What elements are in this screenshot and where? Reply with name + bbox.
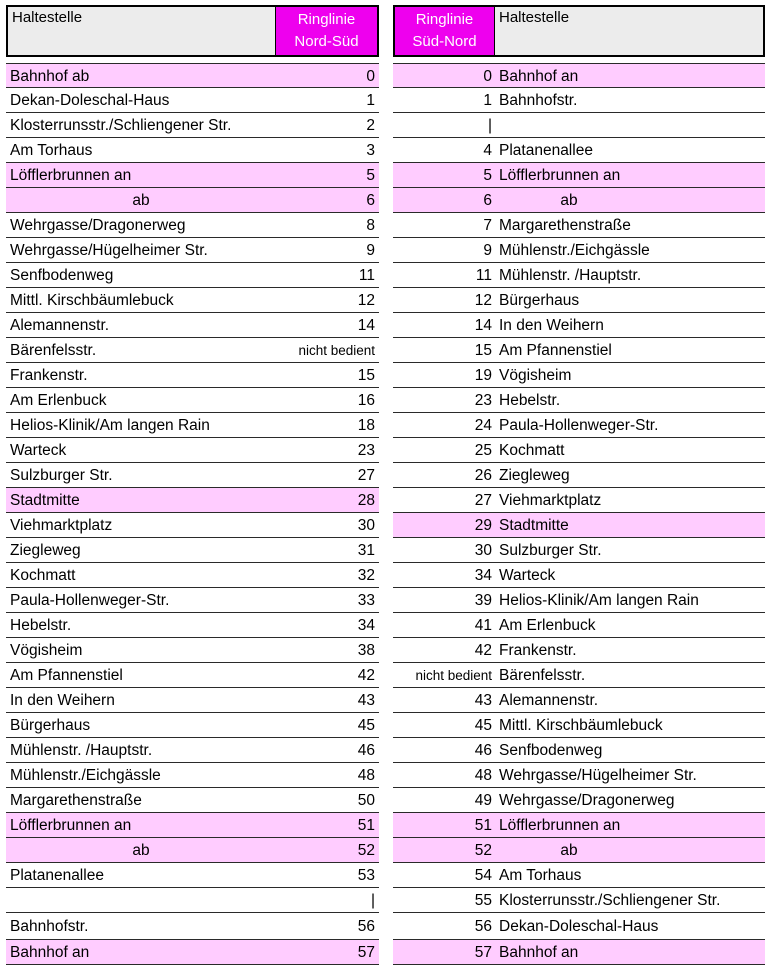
table-row [393,213,765,238]
stop-name: Am Pfannenstiel [10,667,123,684]
table-row [393,388,765,413]
table-body [6,63,379,965]
departure-minute: 23 [474,392,492,409]
departure-minute: 32 [357,567,375,584]
table-row [393,113,765,138]
stop-name: Senfbodenweg [10,267,114,284]
table-row [393,88,765,113]
stop-name: Ziegleweg [10,542,81,559]
stop-name: Bahnhof an [10,944,90,961]
timetable-sued-nord [393,5,765,965]
stop-name: Frankenstr. [10,367,88,384]
table-row [6,838,379,863]
table-row [6,863,379,888]
table-row [393,940,765,965]
departure-minute: 54 [474,867,492,884]
table-row [6,488,379,513]
departure-minute: 45 [357,717,375,734]
departure-minute: 38 [357,642,375,659]
departure-minute: 26 [474,467,492,484]
stop-name: Viehmarktplatz [10,517,113,534]
stop-name: Helios-Klinik/Am langen Rain [499,592,699,609]
table-row [393,238,765,263]
table-row [393,613,765,638]
table-row [393,288,765,313]
stop-name: Bahnhof ab [10,68,90,85]
departure-minute: 49 [474,792,492,809]
departure-minute: 52 [357,842,375,859]
stop-name: Viehmarktplatz [499,492,602,509]
stop-name: Dekan-Doleschal-Haus [10,92,170,109]
departure-minute: 43 [357,692,375,709]
stop-name: Alemannenstr. [499,692,599,709]
table-row [393,713,765,738]
departure-minute: 31 [357,542,375,559]
table-row [393,813,765,838]
table-row [6,113,379,138]
table-row [6,388,379,413]
departure-minute: 7 [483,217,492,234]
stop-name: Margarethenstraße [10,792,142,809]
departure-minute: 51 [357,817,375,834]
stop-name: Vögisheim [10,642,83,659]
departure-minute: 46 [357,742,375,759]
stop-name: ab [132,192,150,209]
departure-minute: 56 [357,918,375,935]
table-row [6,663,379,688]
stop-name: Wehrgasse/Dragonerweg [10,217,186,234]
stop-name: Wehrgasse/Hügelheimer Str. [10,242,208,259]
stop-name: Helios-Klinik/Am langen Rain [10,417,210,434]
stop-name: Löfflerbrunnen an [499,167,621,184]
table-row [6,438,379,463]
table-row [393,863,765,888]
table-row [393,663,765,688]
table-row [6,538,379,563]
stop-name: Mühlenstr. /Hauptstr. [10,742,153,759]
stop-name: Bärenfelsstr. [499,667,586,684]
stop-name: ab [560,842,578,859]
table-row [6,940,379,965]
departure-minute: 0 [366,68,375,85]
departure-minute: 42 [357,667,375,684]
table-row [393,913,765,940]
departure-minute: 55 [474,892,492,909]
stop-name: Sulzburger Str. [10,467,113,484]
departure-minute: 0 [483,68,492,85]
stop-name: Bahnhof an [499,944,579,961]
stop-name: Hebelstr. [10,617,72,634]
stop-name: Bahnhof an [499,68,579,85]
stop-name: Wehrgasse/Hügelheimer Str. [499,767,697,784]
table-row [6,613,379,638]
table-row [393,438,765,463]
stop-name: Platanenallee [10,867,104,884]
table-row [393,888,765,913]
table-row [6,588,379,613]
departure-minute: 5 [366,167,375,184]
departure-minute: 57 [474,944,492,961]
table-row [393,263,765,288]
table-row [6,188,379,213]
stop-name: Bürgerhaus [10,717,91,734]
stop-name: Kochmatt [10,567,76,584]
table-row [6,238,379,263]
table-row [6,913,379,940]
stop-name: Am Erlenbuck [499,617,596,634]
stop-name: Bahnhofstr. [10,918,89,935]
table-row [393,63,765,88]
departure-minute: 23 [357,442,375,459]
stop-name: Stadtmitte [10,492,80,509]
departure-minute: 9 [366,242,375,259]
stop-name: Am Torhaus [10,142,93,159]
stop-name: Warteck [499,567,556,584]
departure-minute: 34 [357,617,375,634]
departure-minute: 48 [474,767,492,784]
departure-minute: 45 [474,717,492,734]
table-row [6,313,379,338]
table-row [393,588,765,613]
departure-minute: 15 [474,342,492,359]
stop-name: Hebelstr. [499,392,561,409]
departure-minute: 14 [474,317,492,334]
column-header-stop: Haltestelle [499,9,570,26]
table-row [6,263,379,288]
departure-minute: 19 [474,367,492,384]
stop-name: Am Torhaus [499,867,582,884]
departure-minute: 11 [358,267,375,284]
table-row [6,738,379,763]
table-row [6,138,379,163]
departure-minute: | [487,117,492,134]
departure-minute: 6 [366,192,375,209]
table-row [393,338,765,363]
table-body [393,63,765,965]
table-row [393,763,765,788]
departure-minute: 12 [357,292,375,309]
stop-name: Mittl. Kirschbäumlebuck [10,292,174,309]
departure-minute: 24 [474,417,492,434]
departure-minute: 53 [357,867,375,884]
stop-name: Wehrgasse/Dragonerweg [499,792,675,809]
table-row [6,463,379,488]
table-row [6,513,379,538]
stop-name: Frankenstr. [499,642,577,659]
stop-name: Platanenallee [499,142,593,159]
stop-name: Löfflerbrunnen an [10,167,132,184]
departure-minute: 48 [357,767,375,784]
departure-minute: 14 [357,317,375,334]
stop-name: In den Weihern [499,317,604,334]
departure-minute: 2 [366,117,375,134]
departure-minute: 57 [357,944,375,961]
table-row [6,288,379,313]
departure-minute: 39 [474,592,492,609]
departure-minute: 4 [483,142,492,159]
departure-minute: 30 [474,542,492,559]
table-row [393,188,765,213]
table-row [6,788,379,813]
table-row [6,88,379,113]
departure-minute: 34 [474,567,492,584]
departure-minute: 28 [357,492,375,509]
timetable-nord-sued [6,5,379,965]
table-row [6,813,379,838]
stop-name: Paula-Hollenweger-Str. [499,417,659,434]
departure-minute: 56 [474,918,492,935]
stop-name: Am Erlenbuck [10,392,107,409]
table-row [393,363,765,388]
stop-name: ab [132,842,150,859]
table-row [393,138,765,163]
departure-minute: nicht bedient [298,343,375,358]
table-row [6,713,379,738]
departure-minute: 29 [474,517,492,534]
departure-minute: 11 [475,267,492,284]
stop-name: Margarethenstraße [499,217,631,234]
column-header-route: Ringlinie Nord-Süd [275,7,377,55]
stop-name: Vögisheim [499,367,572,384]
table-row [393,638,765,663]
departure-minute: 41 [474,617,492,634]
departure-minute: 1 [366,92,375,109]
table-row [393,788,765,813]
table-row [393,738,765,763]
table-row [6,163,379,188]
table-row [6,563,379,588]
stop-name: Löfflerbrunnen an [10,817,132,834]
departure-minute: 33 [357,592,375,609]
departure-minute: 18 [357,417,375,434]
stop-name: ab [560,192,578,209]
departure-minute: 46 [474,742,492,759]
stop-name: Ziegleweg [499,467,570,484]
stop-name: Kochmatt [499,442,565,459]
table-row [6,363,379,388]
stop-name: Löfflerbrunnen an [499,817,621,834]
table-row [393,513,765,538]
departure-minute: 1 [483,92,492,109]
stop-name: Klosterrunsstr./Schliengener Str. [499,892,721,909]
table-row [393,163,765,188]
departure-minute: 3 [366,142,375,159]
column-header-stop: Haltestelle [12,9,83,26]
table-row [393,413,765,438]
departure-minute: 8 [366,217,375,234]
table-row [393,563,765,588]
stop-name: Dekan-Doleschal-Haus [499,918,659,935]
table-header [6,5,379,57]
departure-minute: 50 [357,792,375,809]
table-row [6,413,379,438]
departure-minute: | [370,892,375,909]
table-row [6,638,379,663]
departure-minute: 9 [483,242,492,259]
table-row [393,838,765,863]
stop-name: Senfbodenweg [499,742,603,759]
stop-name: Bärenfelsstr. [10,342,97,359]
departure-minute: 51 [474,817,492,834]
stop-name: Mühlenstr. /Hauptstr. [499,267,642,284]
departure-minute: 25 [474,442,492,459]
departure-minute: nicht bedient [415,668,492,683]
column-header-route: Ringlinie Süd-Nord [395,7,495,55]
departure-minute: 27 [357,467,375,484]
departure-minute: 42 [474,642,492,659]
table-row [6,763,379,788]
table-row [6,63,379,88]
stop-name: Sulzburger Str. [499,542,602,559]
stop-name: Alemannenstr. [10,317,110,334]
departure-minute: 6 [483,192,492,209]
stop-name: In den Weihern [10,692,115,709]
table-row [393,538,765,563]
departure-minute: 27 [474,492,492,509]
stop-name: Mühlenstr./Eichgässle [10,767,161,784]
stop-name: Klosterrunsstr./Schliengener Str. [10,117,232,134]
stop-name: Paula-Hollenweger-Str. [10,592,170,609]
departure-minute: 15 [357,367,375,384]
stop-name: Bürgerhaus [499,292,580,309]
stop-name: Bahnhofstr. [499,92,578,109]
table-row [6,213,379,238]
stop-name: Am Pfannenstiel [499,342,612,359]
table-row [393,313,765,338]
stop-name: Mühlenstr./Eichgässle [499,242,650,259]
stop-name: Mittl. Kirschbäumlebuck [499,717,663,734]
table-row [6,888,379,913]
stop-name: Warteck [10,442,67,459]
stop-name: Stadtmitte [499,517,569,534]
table-row [6,338,379,363]
table-row [6,688,379,713]
departure-minute: 12 [474,292,492,309]
table-row [393,688,765,713]
table-header [393,5,765,57]
departure-minute: 52 [474,842,492,859]
departure-minute: 43 [474,692,492,709]
departure-minute: 5 [483,167,492,184]
departure-minute: 16 [357,392,375,409]
table-row [393,463,765,488]
departure-minute: 30 [357,517,375,534]
table-row [393,488,765,513]
